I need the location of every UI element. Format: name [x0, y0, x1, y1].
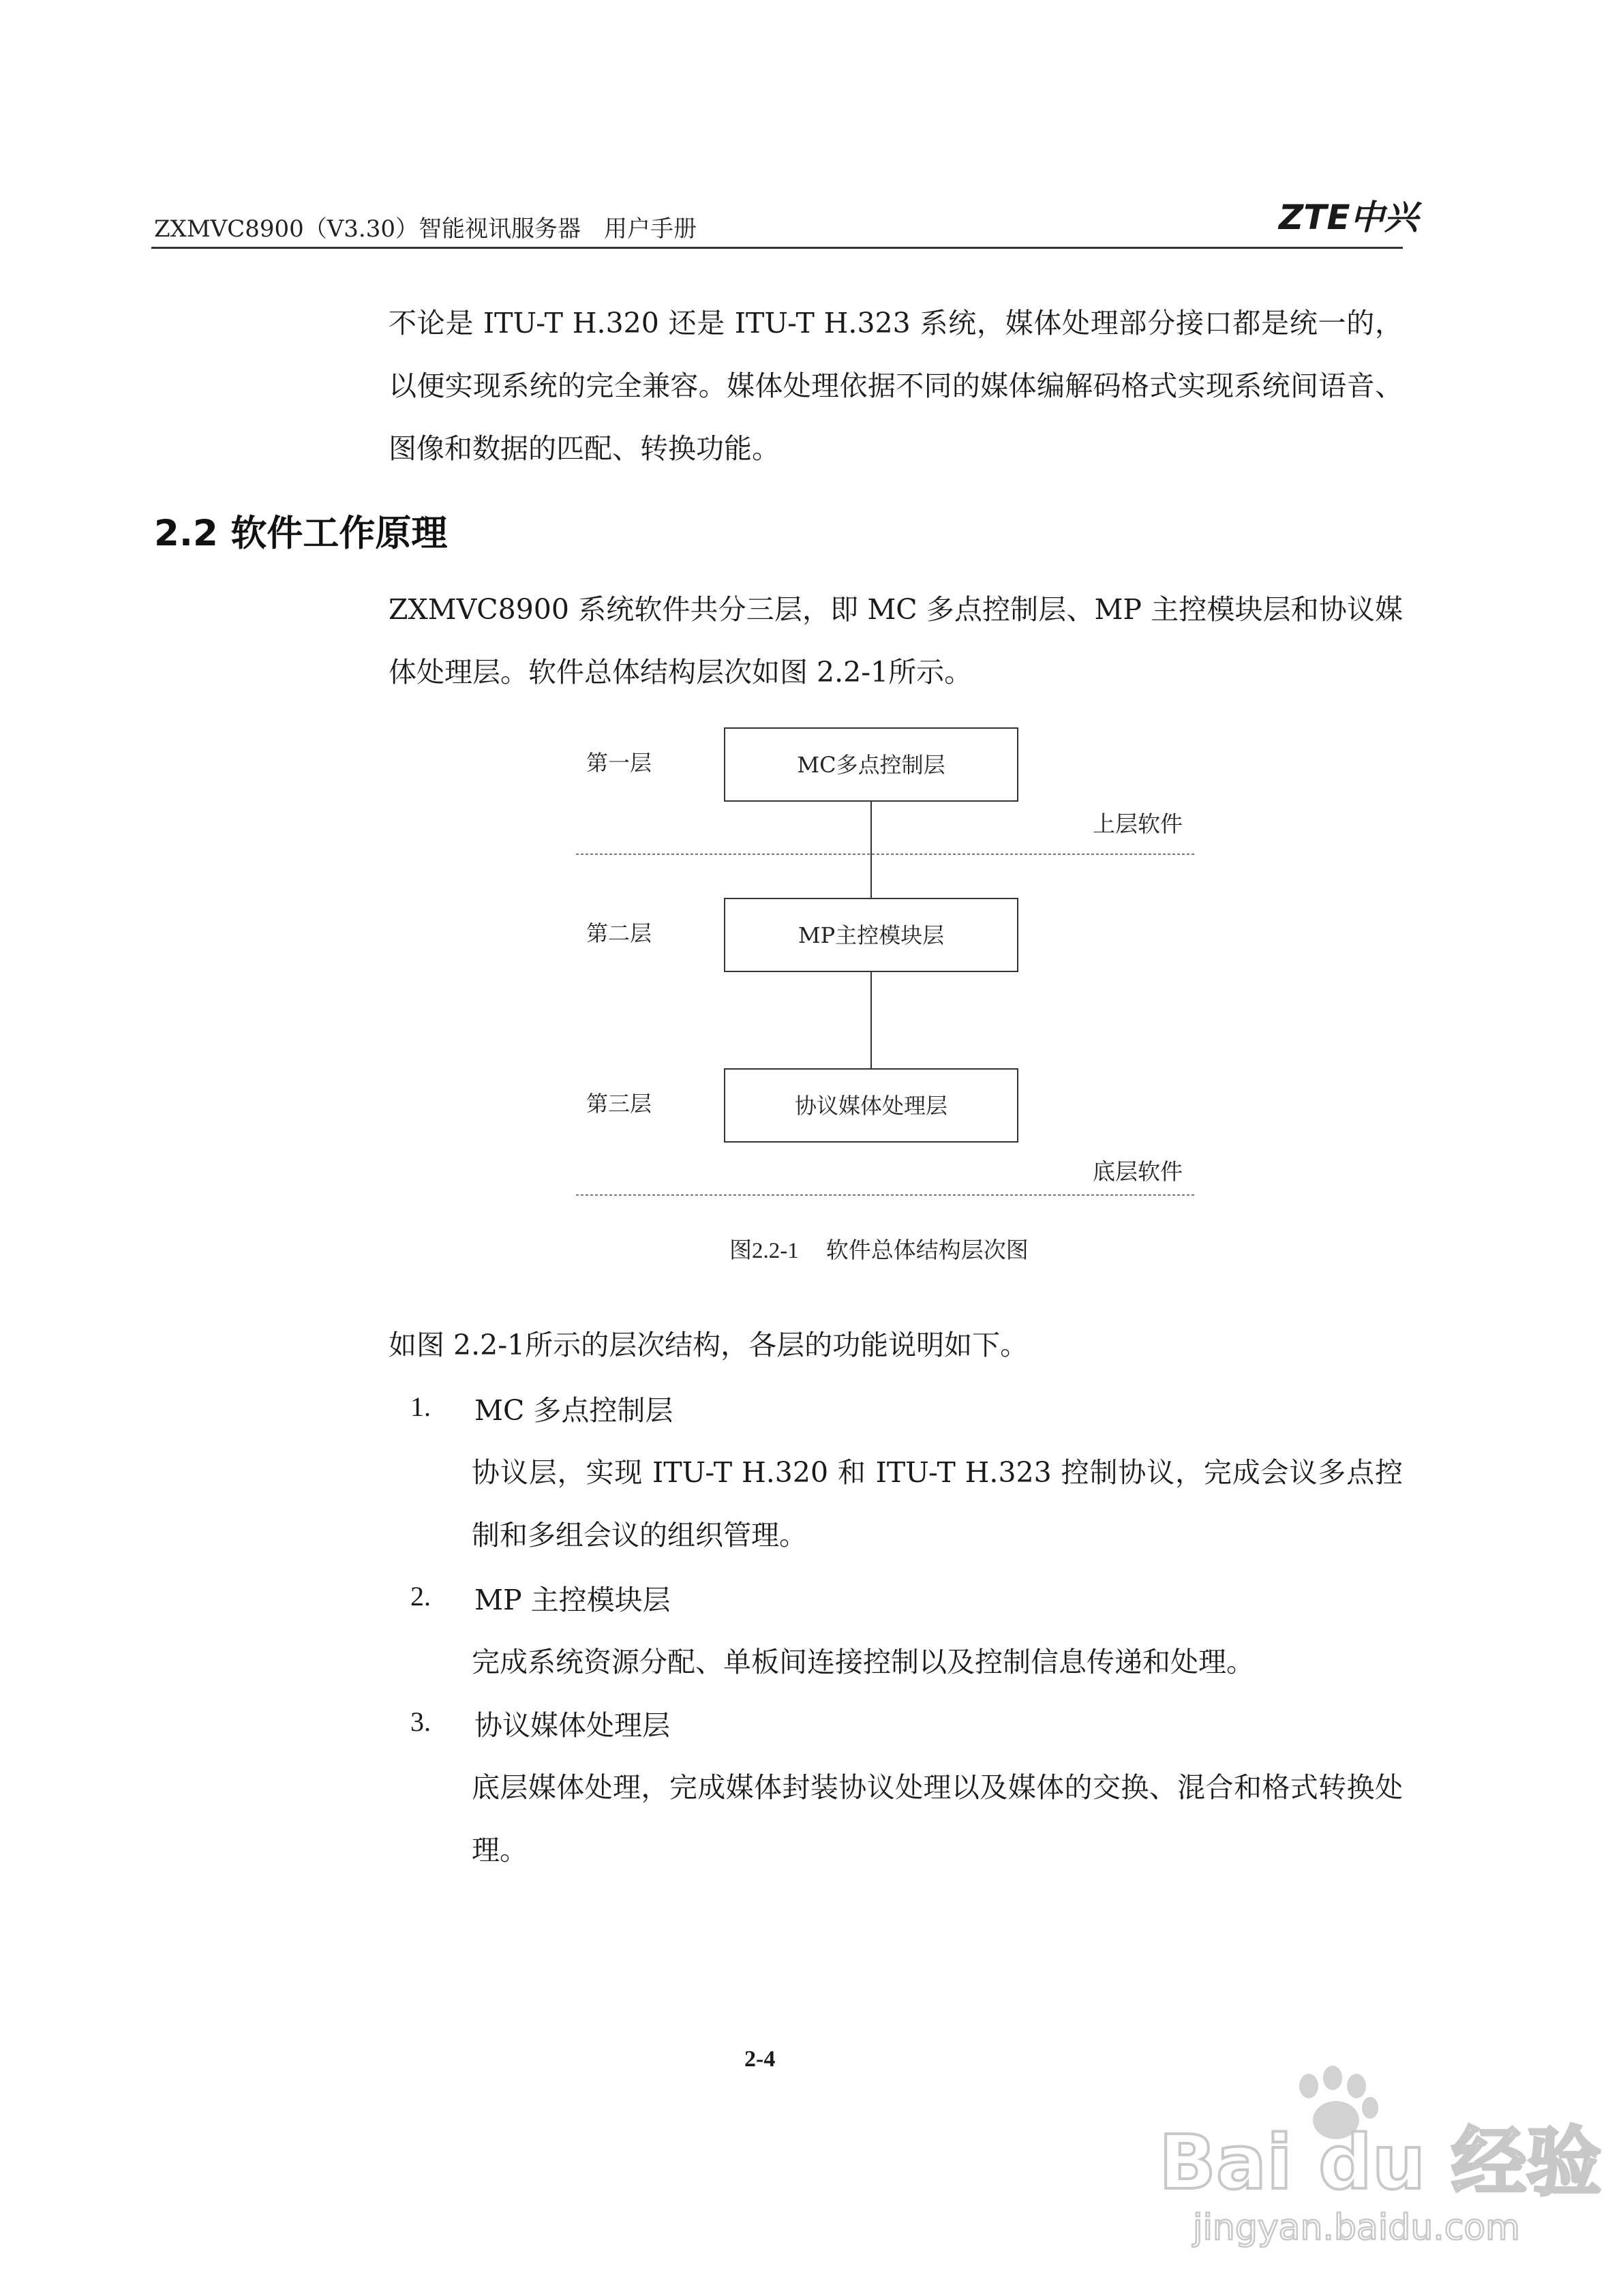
list-item-title: MC 多点控制层 [474, 1394, 673, 1427]
header-title: ZXMVC8900（V3.30）智能视讯服务器 用户手册 [154, 215, 697, 243]
section-heading: 2.2 软件工作原理 [154, 513, 448, 554]
lower-software-label: 底层软件 [1093, 1158, 1183, 1185]
list-intro: 如图 2.2-1所示的层次结构，各层的功能说明如下。 [389, 1329, 1029, 1361]
list-item-number: 2. [410, 1581, 431, 1612]
figure-title: 软件总体结构层次图 [825, 1237, 1029, 1263]
figure-caption [729, 1233, 1029, 1265]
layer-box-1-label: MC多点控制层 [797, 752, 945, 778]
list-item-description: 完成系统资源分配、单板间连接控制以及控制信息传递和处理。 [472, 1646, 1254, 1678]
level-label-2: 第二层 [586, 920, 652, 946]
layer-box-2-label: MP主控模块层 [798, 922, 945, 948]
zte-logo [1279, 195, 1419, 237]
section-paragraph: ZXMVC8900 系统软件共分三层，即 MC 多点控制层、MP 主控模块层和协议媒体处理层。软件总体结构层次如图 2.2-1所示。 [389, 593, 1403, 689]
list-item-number: 3. [410, 1706, 431, 1737]
list-item-title: MP 主控模块层 [474, 1584, 671, 1616]
zte-logo-text: ZTE中兴 [1279, 198, 1419, 237]
baidu-jingyan-watermark [1145, 2059, 1602, 2263]
watermark-brand: Bai du 经验 [1159, 2119, 1602, 2206]
list-item-number: 1. [410, 1391, 431, 1422]
level-label-1: 第一层 [586, 750, 652, 776]
list-item-description: 协议层，实现 ITU-T H.320 和 ITU-T H.323 控制协议，完成会议多点控制和多组会议的组织管理。 [472, 1456, 1403, 1552]
list-item-title: 协议媒体处理层 [474, 1709, 670, 1742]
page-number: 2-4 [744, 2046, 776, 2072]
figure-number: 图2.2-1 [729, 1239, 799, 1263]
layer-box-3-label: 协议媒体处理层 [794, 1093, 948, 1119]
watermark-url: jingyan.baidu.com [1193, 2207, 1520, 2248]
level-label-3: 第三层 [586, 1091, 652, 1117]
software-layer-diagram [559, 709, 1213, 1200]
upper-software-label: 上层软件 [1093, 811, 1183, 837]
list-item-description: 底层媒体处理，完成媒体封装协议处理以及媒体的交换、混合和格式转换处理。 [472, 1771, 1403, 1867]
intro-paragraph: 不论是 ITU-T H.320 还是 ITU-T H.323 系统，媒体处理部分接口都是统一的，以便实现系统的完全兼容。媒体处理依据不同的媒体编解码格式实现系统间语音、图像和数据的匹配、转换功能。 [389, 307, 1403, 465]
header-rule [151, 247, 1403, 249]
